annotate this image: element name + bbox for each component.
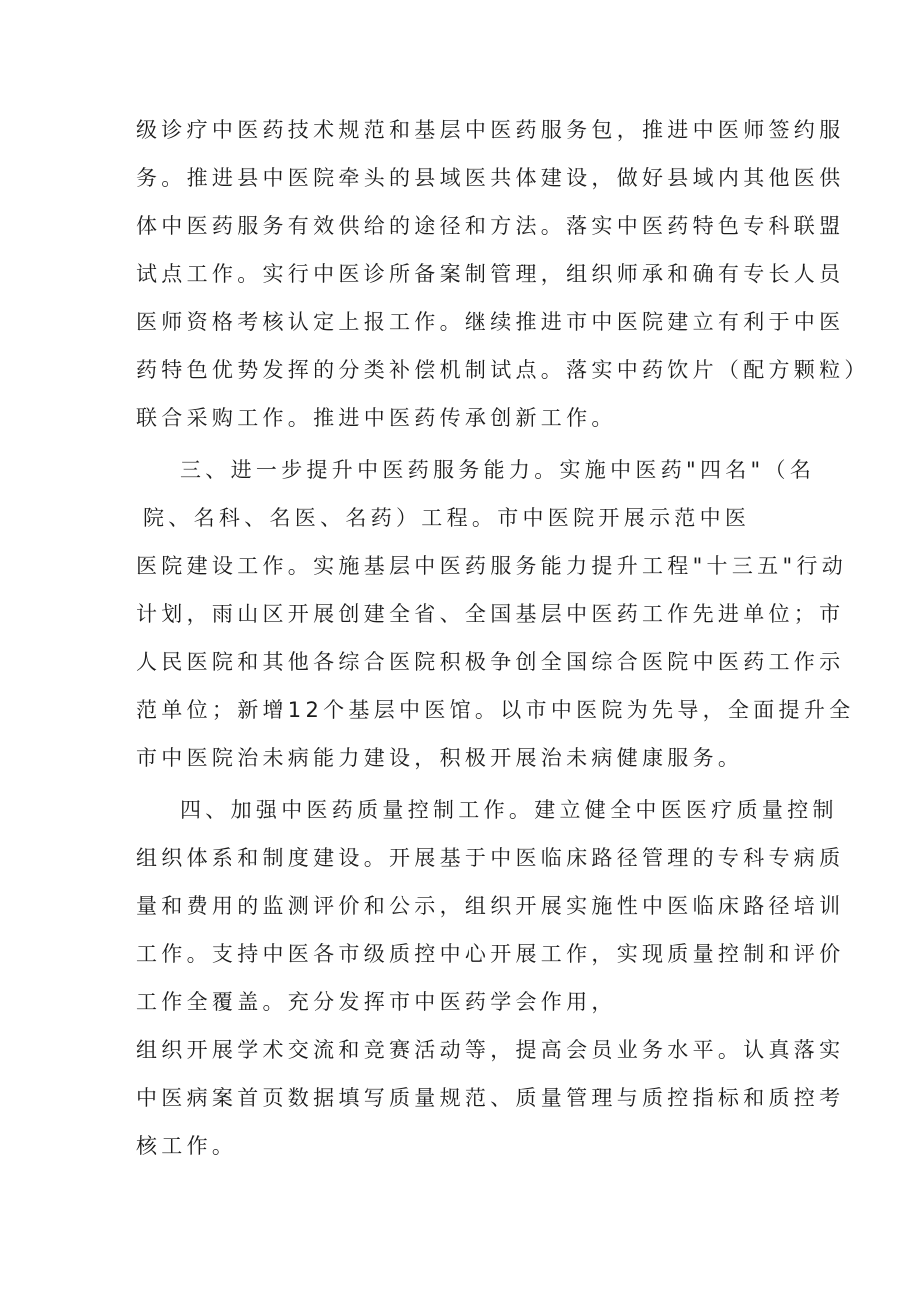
text-line: 人民医院和其他各综合医院积极争创全国综合医院中医药工作示 — [136, 650, 845, 674]
text-line: 务。推进县中医院牵头的县域医共体建设，做好县域内其他医供 — [136, 166, 845, 190]
text-line: 计划，雨山区开展创建全省、全国基层中医药工作先进单位；市 — [136, 602, 845, 626]
text-line: 量和费用的监测评价和公示，组织开展实施性中医临床路径培训 — [136, 894, 845, 918]
text-line: 组织体系和制度建设。开展基于中医临床路径管理的专科专病质 — [136, 846, 845, 870]
text-line: 药特色优势发挥的分类补偿机制试点。落实中药饮片（配方颗粒） — [136, 358, 870, 382]
text-line: 医师资格考核认定上报工作。继续推进市中医院建立有利于中医 — [136, 310, 845, 334]
text-line: 工作全覆盖。充分发挥市中医药学会作用， — [136, 990, 617, 1014]
section-heading-line: 三、进一步提升中医药服务能力。实施中医药"四名"（名 — [180, 458, 816, 482]
text-line: 市中医院治未病能力建设，积极开展治未病健康服务。 — [136, 746, 744, 770]
text-line: 工作。支持中医各市级质控中心开展工作，实现质量控制和评价 — [136, 942, 845, 966]
text-line: 医院建设工作。实施基层中医药服务能力提升工程"十三五"行动 — [136, 554, 848, 578]
text-line: 试点工作。实行中医诊所备案制管理，组织师承和确有专长人员 — [136, 262, 845, 286]
text-line: 中医病案首页数据填写质量规范、质量管理与质控指标和质控考 — [136, 1086, 845, 1110]
text-line: 联合采购工作。推进中医药传承创新工作。 — [136, 406, 617, 430]
text-line: 体中医药服务有效供给的途径和方法。落实中医药特色专科联盟 — [136, 214, 845, 238]
text-line: 范单位；新增12个基层中医馆。以市中医院为先导，全面提升全 — [136, 698, 855, 722]
text-line: 院、名科、名医、名药）工程。市中医院开展示范中医 — [143, 506, 751, 530]
text-line: 组织开展学术交流和竞赛活动等，提高会员业务水平。认真落实 — [136, 1038, 845, 1062]
text-line: 核工作。 — [136, 1134, 238, 1158]
text-line: 级诊疗中医药技术规范和基层中医药服务包，推进中医师签约服 — [136, 118, 845, 142]
section-heading-line: 四、加强中医药质量控制工作。建立健全中医医疗质量控制 — [180, 798, 838, 822]
